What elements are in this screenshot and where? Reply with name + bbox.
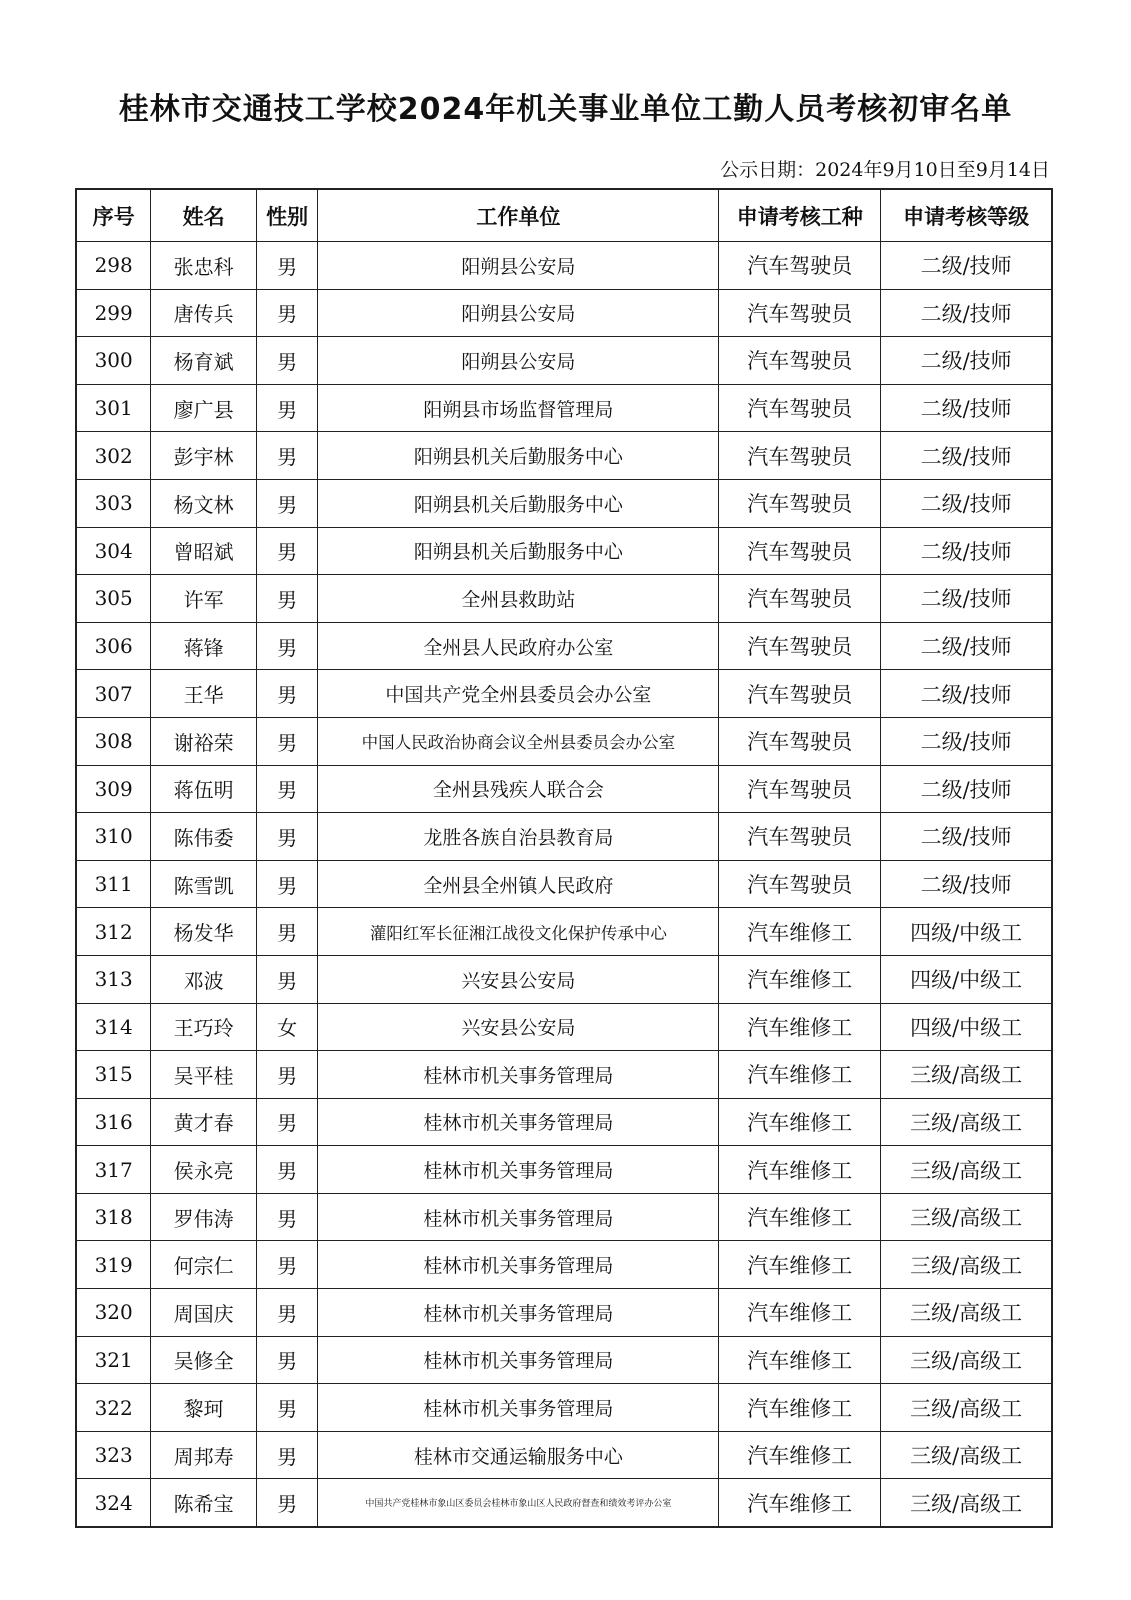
- level-cell: 三级/高级工: [881, 1289, 1052, 1337]
- job-type-cell: 汽车维修工: [719, 1431, 881, 1479]
- work-unit-cell: 桂林市机关事务管理局: [318, 1146, 719, 1194]
- gender-cell: 男: [256, 527, 318, 575]
- level-cell: 三级/高级工: [881, 1479, 1052, 1527]
- level-cell: 二级/技师: [881, 765, 1052, 813]
- work-unit-cell: 中国共产党全州县委员会办公室: [318, 670, 719, 718]
- document-title: 桂林市交通技工学校2024年机关事业单位工勤人员考核初审名单: [118, 92, 1013, 127]
- level-cell: 三级/高级工: [881, 1098, 1052, 1146]
- job-type-cell: 汽车维修工: [719, 1384, 881, 1432]
- job-type-cell: 汽车维修工: [719, 908, 881, 956]
- table-header-row: [76, 189, 1052, 242]
- work-unit-cell: 桂林市机关事务管理局: [318, 1289, 719, 1337]
- gender-cell: 男: [256, 1384, 318, 1432]
- table-row: [76, 765, 1052, 813]
- table-row: [76, 1384, 1052, 1432]
- name-cell: 侯永亮: [151, 1146, 257, 1194]
- gender-cell: 男: [256, 765, 318, 813]
- table-row: [76, 289, 1052, 337]
- table-row: [76, 717, 1052, 765]
- name-cell: 王华: [151, 670, 257, 718]
- level-cell: 四级/中级工: [881, 955, 1052, 1003]
- table-row: [76, 813, 1052, 861]
- name-cell: 何宗仁: [151, 1241, 257, 1289]
- name-cell: 杨发华: [151, 908, 257, 956]
- header-serial: 序号: [76, 189, 151, 242]
- gender-cell: 男: [256, 1193, 318, 1241]
- work-unit-cell: 桂林市机关事务管理局: [318, 1098, 719, 1146]
- header-job-type: 申请考核工种: [719, 189, 881, 242]
- work-unit-cell: 阳朔县机关后勤服务中心: [318, 432, 719, 480]
- name-cell: 蒋锋: [151, 622, 257, 670]
- work-unit-cell: 全州县人民政府办公室: [318, 622, 719, 670]
- name-cell: 杨育斌: [151, 337, 257, 385]
- gender-cell: 男: [256, 622, 318, 670]
- serial-cell: 312: [76, 908, 151, 956]
- gender-cell: 男: [256, 337, 318, 385]
- name-cell: 邓波: [151, 955, 257, 1003]
- work-unit-cell: 阳朔县公安局: [318, 289, 719, 337]
- header-gender: 性别: [256, 189, 318, 242]
- work-unit-cell: 中国人民政治协商会议全州县委员会办公室: [318, 717, 719, 765]
- gender-cell: 男: [256, 1051, 318, 1099]
- gender-cell: 男: [256, 1146, 318, 1194]
- work-unit-cell: 阳朔县公安局: [318, 337, 719, 385]
- work-unit-cell: 兴安县公安局: [318, 1003, 719, 1051]
- job-type-cell: 汽车维修工: [719, 1146, 881, 1194]
- work-unit-cell: 龙胜各族自治县教育局: [318, 813, 719, 861]
- serial-cell: 303: [76, 479, 151, 527]
- level-cell: 二级/技师: [881, 813, 1052, 861]
- name-cell: 陈希宝: [151, 1479, 257, 1527]
- level-cell: 二级/技师: [881, 575, 1052, 623]
- level-cell: 二级/技师: [881, 432, 1052, 480]
- name-cell: 谢裕荣: [151, 717, 257, 765]
- serial-cell: 315: [76, 1051, 151, 1099]
- table-row: [76, 1051, 1052, 1099]
- name-cell: 张忠科: [151, 242, 257, 290]
- table-row: [76, 1241, 1052, 1289]
- table-row: [76, 860, 1052, 908]
- serial-cell: 316: [76, 1098, 151, 1146]
- table-row: [76, 479, 1052, 527]
- gender-cell: 男: [256, 1431, 318, 1479]
- work-unit-cell: 阳朔县公安局: [318, 242, 719, 290]
- level-cell: 二级/技师: [881, 242, 1052, 290]
- serial-cell: 299: [76, 289, 151, 337]
- serial-cell: 306: [76, 622, 151, 670]
- job-type-cell: 汽车驾驶员: [719, 432, 881, 480]
- job-type-cell: 汽车驾驶员: [719, 384, 881, 432]
- gender-cell: 男: [256, 289, 318, 337]
- serial-cell: 324: [76, 1479, 151, 1527]
- serial-cell: 323: [76, 1431, 151, 1479]
- candidate-table: [75, 188, 1053, 1528]
- work-unit-cell: 全州县残疾人联合会: [318, 765, 719, 813]
- job-type-cell: 汽车维修工: [719, 1289, 881, 1337]
- table-row: [76, 955, 1052, 1003]
- table-row: [76, 1431, 1052, 1479]
- table-row: [76, 1003, 1052, 1051]
- work-unit-cell: 桂林市交通运输服务中心: [318, 1431, 719, 1479]
- serial-cell: 321: [76, 1336, 151, 1384]
- header-name: 姓名: [151, 189, 257, 242]
- work-unit-cell: 全州县全州镇人民政府: [318, 860, 719, 908]
- name-cell: 许军: [151, 575, 257, 623]
- work-unit-cell: 兴安县公安局: [318, 955, 719, 1003]
- table-row: [76, 1146, 1052, 1194]
- job-type-cell: 汽车驾驶员: [719, 860, 881, 908]
- table-row: [76, 622, 1052, 670]
- table-row: [76, 1193, 1052, 1241]
- serial-cell: 320: [76, 1289, 151, 1337]
- name-cell: 陈雪凯: [151, 860, 257, 908]
- serial-cell: 314: [76, 1003, 151, 1051]
- job-type-cell: 汽车驾驶员: [719, 289, 881, 337]
- job-type-cell: 汽车维修工: [719, 1479, 881, 1527]
- gender-cell: 男: [256, 242, 318, 290]
- gender-cell: 男: [256, 1479, 318, 1527]
- level-cell: 二级/技师: [881, 384, 1052, 432]
- level-cell: 三级/高级工: [881, 1146, 1052, 1194]
- serial-cell: 309: [76, 765, 151, 813]
- level-cell: 二级/技师: [881, 717, 1052, 765]
- job-type-cell: 汽车驾驶员: [719, 670, 881, 718]
- table-body: [76, 242, 1052, 1528]
- job-type-cell: 汽车驾驶员: [719, 479, 881, 527]
- table-row: [76, 527, 1052, 575]
- serial-cell: 310: [76, 813, 151, 861]
- gender-cell: 男: [256, 575, 318, 623]
- work-unit-cell: 全州县救助站: [318, 575, 719, 623]
- name-cell: 陈伟委: [151, 813, 257, 861]
- gender-cell: 男: [256, 1098, 318, 1146]
- job-type-cell: 汽车驾驶员: [719, 622, 881, 670]
- level-cell: 二级/技师: [881, 337, 1052, 385]
- work-unit-cell: 灌阳红军长征湘江战役文化保护传承中心: [318, 908, 719, 956]
- serial-cell: 308: [76, 717, 151, 765]
- job-type-cell: 汽车维修工: [719, 1193, 881, 1241]
- gender-cell: 男: [256, 813, 318, 861]
- serial-cell: 313: [76, 955, 151, 1003]
- header-level: 申请考核等级: [881, 189, 1052, 242]
- gender-cell: 男: [256, 1241, 318, 1289]
- serial-cell: 301: [76, 384, 151, 432]
- work-unit-cell: 桂林市机关事务管理局: [318, 1193, 719, 1241]
- job-type-cell: 汽车维修工: [719, 1003, 881, 1051]
- publication-date: 公示日期：2024年9月10日至9月14日: [720, 159, 1050, 181]
- level-cell: 四级/中级工: [881, 908, 1052, 956]
- level-cell: 二级/技师: [881, 860, 1052, 908]
- gender-cell: 男: [256, 384, 318, 432]
- name-cell: 蒋伍明: [151, 765, 257, 813]
- table-row: [76, 242, 1052, 290]
- name-cell: 周邦寿: [151, 1431, 257, 1479]
- name-cell: 黄才春: [151, 1098, 257, 1146]
- level-cell: 二级/技师: [881, 527, 1052, 575]
- serial-cell: 319: [76, 1241, 151, 1289]
- gender-cell: 女: [256, 1003, 318, 1051]
- level-cell: 四级/中级工: [881, 1003, 1052, 1051]
- job-type-cell: 汽车驾驶员: [719, 765, 881, 813]
- name-cell: 吴修全: [151, 1336, 257, 1384]
- table-row: [76, 384, 1052, 432]
- table-row: [76, 432, 1052, 480]
- header-work-unit: 工作单位: [318, 189, 719, 242]
- name-cell: 唐传兵: [151, 289, 257, 337]
- name-cell: 杨文林: [151, 479, 257, 527]
- serial-cell: 322: [76, 1384, 151, 1432]
- serial-cell: 317: [76, 1146, 151, 1194]
- serial-cell: 302: [76, 432, 151, 480]
- table-row: [76, 1289, 1052, 1337]
- level-cell: 三级/高级工: [881, 1193, 1052, 1241]
- job-type-cell: 汽车驾驶员: [719, 242, 881, 290]
- job-type-cell: 汽车驾驶员: [719, 337, 881, 385]
- job-type-cell: 汽车维修工: [719, 1098, 881, 1146]
- level-cell: 三级/高级工: [881, 1051, 1052, 1099]
- gender-cell: 男: [256, 717, 318, 765]
- level-cell: 二级/技师: [881, 289, 1052, 337]
- name-cell: 罗伟涛: [151, 1193, 257, 1241]
- gender-cell: 男: [256, 1289, 318, 1337]
- table-row: [76, 1479, 1052, 1527]
- work-unit-cell: 阳朔县机关后勤服务中心: [318, 527, 719, 575]
- serial-cell: 304: [76, 527, 151, 575]
- serial-cell: 318: [76, 1193, 151, 1241]
- work-unit-cell: 阳朔县机关后勤服务中心: [318, 479, 719, 527]
- work-unit-cell: 桂林市机关事务管理局: [318, 1384, 719, 1432]
- name-cell: 王巧玲: [151, 1003, 257, 1051]
- name-cell: 曾昭斌: [151, 527, 257, 575]
- job-type-cell: 汽车驾驶员: [719, 575, 881, 623]
- table-row: [76, 1098, 1052, 1146]
- work-unit-cell: 桂林市机关事务管理局: [318, 1051, 719, 1099]
- gender-cell: 男: [256, 908, 318, 956]
- name-cell: 吴平桂: [151, 1051, 257, 1099]
- serial-cell: 307: [76, 670, 151, 718]
- name-cell: 黎珂: [151, 1384, 257, 1432]
- work-unit-cell: 中国共产党桂林市象山区委员会桂林市象山区人民政府督查和绩效考评办公室: [318, 1479, 719, 1527]
- work-unit-cell: 桂林市机关事务管理局: [318, 1241, 719, 1289]
- level-cell: 二级/技师: [881, 622, 1052, 670]
- job-type-cell: 汽车驾驶员: [719, 527, 881, 575]
- level-cell: 三级/高级工: [881, 1384, 1052, 1432]
- gender-cell: 男: [256, 432, 318, 480]
- level-cell: 三级/高级工: [881, 1431, 1052, 1479]
- gender-cell: 男: [256, 955, 318, 1003]
- job-type-cell: 汽车维修工: [719, 1051, 881, 1099]
- gender-cell: 男: [256, 479, 318, 527]
- table-row: [76, 575, 1052, 623]
- table-row: [76, 908, 1052, 956]
- level-cell: 二级/技师: [881, 479, 1052, 527]
- job-type-cell: 汽车维修工: [719, 1241, 881, 1289]
- serial-cell: 311: [76, 860, 151, 908]
- gender-cell: 男: [256, 860, 318, 908]
- level-cell: 二级/技师: [881, 670, 1052, 718]
- job-type-cell: 汽车维修工: [719, 955, 881, 1003]
- name-cell: 彭宇林: [151, 432, 257, 480]
- level-cell: 三级/高级工: [881, 1336, 1052, 1384]
- name-cell: 廖广县: [151, 384, 257, 432]
- job-type-cell: 汽车驾驶员: [719, 717, 881, 765]
- table-row: [76, 670, 1052, 718]
- table-row: [76, 1336, 1052, 1384]
- work-unit-cell: 阳朔县市场监督管理局: [318, 384, 719, 432]
- name-cell: 周国庆: [151, 1289, 257, 1337]
- gender-cell: 男: [256, 670, 318, 718]
- job-type-cell: 汽车驾驶员: [719, 813, 881, 861]
- serial-cell: 298: [76, 242, 151, 290]
- gender-cell: 男: [256, 1336, 318, 1384]
- work-unit-cell: 桂林市机关事务管理局: [318, 1336, 719, 1384]
- serial-cell: 300: [76, 337, 151, 385]
- level-cell: 三级/高级工: [881, 1241, 1052, 1289]
- serial-cell: 305: [76, 575, 151, 623]
- table-row: [76, 337, 1052, 385]
- job-type-cell: 汽车维修工: [719, 1336, 881, 1384]
